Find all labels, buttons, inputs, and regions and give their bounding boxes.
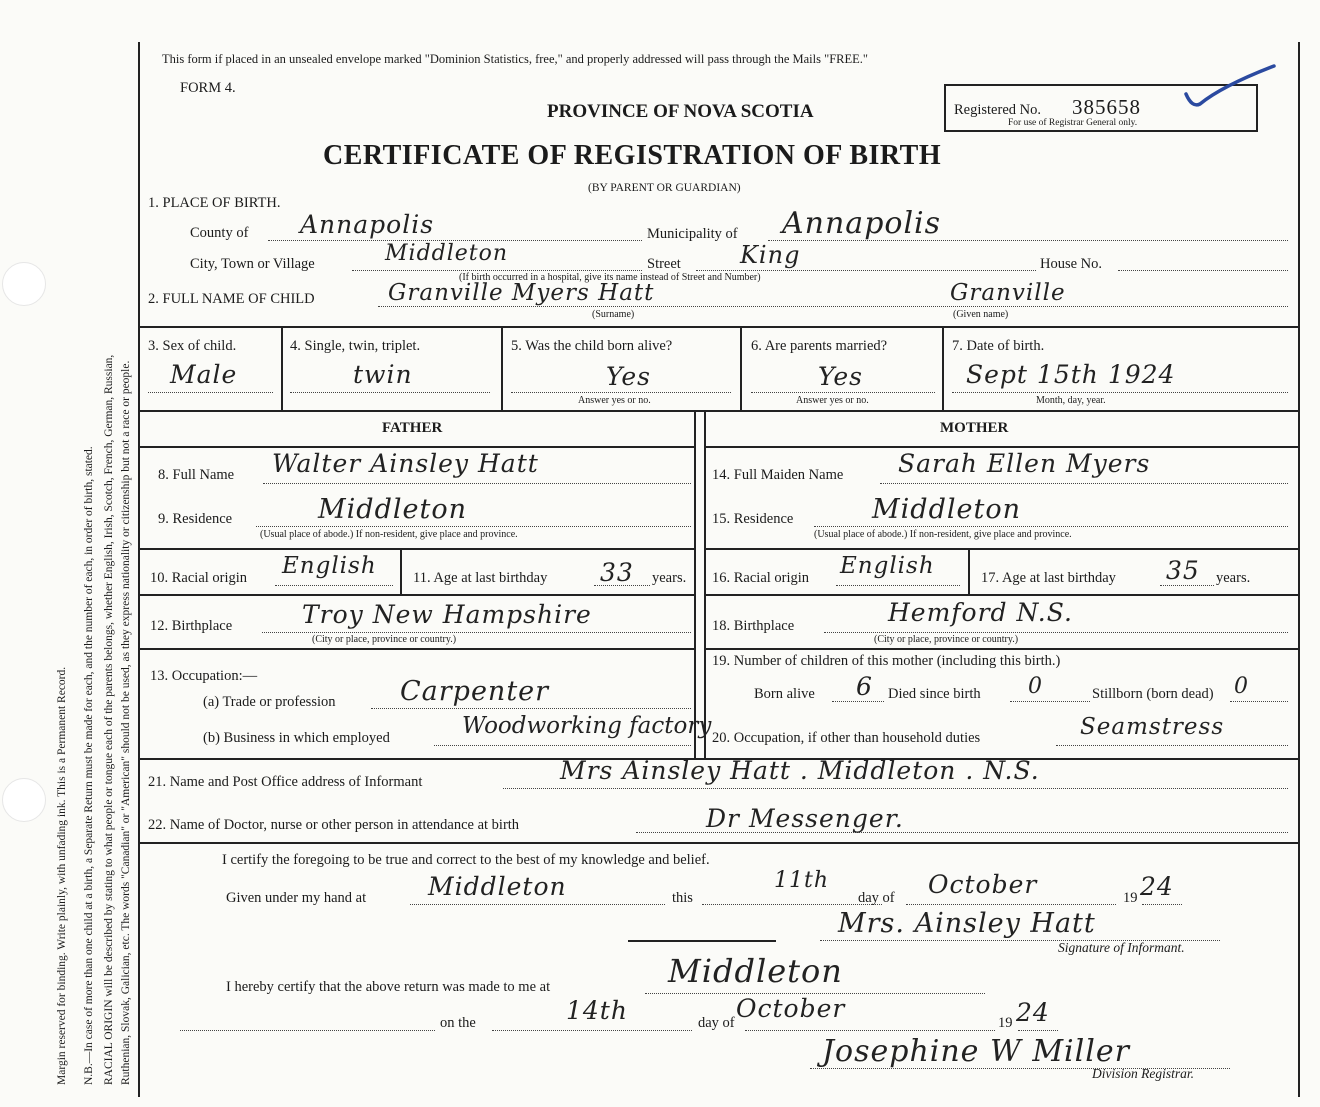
father-name-line bbox=[263, 483, 691, 484]
cert-mid-rule bbox=[628, 940, 776, 942]
cert1-year-prefix: 19 bbox=[1123, 890, 1138, 906]
informant-signature: Mrs. Ainsley Hatt bbox=[838, 908, 1096, 939]
frame-right bbox=[1298, 42, 1300, 1097]
father-business-line bbox=[434, 745, 691, 746]
child-surname-value: Granville Myers Hatt bbox=[388, 280, 655, 306]
informant-signature-caption: Signature of Informant. bbox=[1058, 940, 1185, 955]
cert2-year-prefix: 19 bbox=[998, 1015, 1013, 1031]
given-caption: (Given name) bbox=[953, 309, 1009, 320]
father-trade-line bbox=[371, 708, 691, 709]
mother-name-value: Sarah Ellen Myers bbox=[898, 449, 1151, 478]
page-subtitle: (BY PARENT OR GUARDIAN) bbox=[588, 182, 741, 194]
mother-birthplace-label: 18. Birthplace bbox=[712, 618, 795, 634]
municipality-value: Annapolis bbox=[782, 206, 942, 241]
doctor-label: 22. Name of Doctor, nurse or other person in attendance at birth bbox=[148, 817, 520, 833]
check-mark-icon bbox=[1182, 64, 1282, 114]
house-label: House No. bbox=[1040, 256, 1103, 272]
father-birthplace-caption: (City or place, province or country.) bbox=[312, 634, 457, 645]
single-value: twin bbox=[353, 360, 413, 389]
child-given-value: Granville bbox=[950, 280, 1066, 306]
mail-notice: This form if placed in an unsealed envelope marked "Dominion Statistics, free," and properly addressed will pass through the Mails "FREE." bbox=[162, 52, 869, 66]
died-line bbox=[1010, 701, 1090, 702]
cert1-place-line bbox=[410, 904, 665, 905]
died-label: Died since birth bbox=[888, 686, 981, 702]
cert2-place-value: Middleton bbox=[668, 952, 843, 990]
binding-hole bbox=[2, 262, 46, 306]
cert1-this: this bbox=[672, 890, 693, 906]
frame-left bbox=[138, 42, 140, 1097]
father-birthplace-line bbox=[262, 632, 691, 633]
alive-caption: Answer yes or no. bbox=[578, 395, 651, 406]
father-trade-value: Carpenter bbox=[400, 676, 550, 707]
father-age-value: 33 bbox=[600, 558, 634, 587]
county-label: County of bbox=[190, 225, 249, 241]
county-value: Annapolis bbox=[300, 210, 435, 239]
father-trade-label: (a) Trade or profession bbox=[203, 694, 336, 710]
cert1-day-of: day of bbox=[858, 890, 895, 906]
municipality-label: Municipality of bbox=[647, 226, 738, 242]
father-residence-line bbox=[256, 526, 691, 527]
row3-top-rule bbox=[140, 326, 1298, 328]
date-caption: Month, day, year. bbox=[1036, 395, 1106, 406]
child-name-label: 2. FULL NAME OF CHILD bbox=[148, 291, 315, 307]
date-value: Sept 15th 1924 bbox=[966, 360, 1176, 389]
mother-age-years: years. bbox=[1216, 570, 1251, 586]
married-line bbox=[751, 392, 935, 393]
surname-caption: (Surname) bbox=[592, 309, 635, 320]
parents-divider-b bbox=[704, 412, 706, 758]
street-value: King bbox=[740, 241, 801, 269]
cert1-day-line bbox=[702, 904, 882, 905]
street-line bbox=[696, 270, 1036, 271]
cert1-month-value: October bbox=[928, 870, 1038, 899]
father-race-label: 10. Racial origin bbox=[150, 570, 248, 586]
mother-residence-line bbox=[814, 526, 1288, 527]
parents-divider-a bbox=[694, 412, 696, 758]
father-birthplace-label: 12. Birthplace bbox=[150, 618, 233, 634]
margin-note-1: Margin reserved for binding. Write plainly, with unfading ink. This is a Permanent Record. bbox=[56, 666, 68, 1085]
sex-line bbox=[148, 392, 273, 393]
married-caption: Answer yes or no. bbox=[796, 395, 869, 406]
mother-row-rule-3 bbox=[704, 648, 1298, 650]
father-occupation-label: 13. Occupation:— bbox=[150, 668, 258, 684]
margin-note-2: N.B.—In case of more than one child at a birth, a Separate Return must be made for each, and the number of each, in order of birth, stated. bbox=[83, 446, 95, 1085]
hospital-note: (If birth occurred in a hospital, give its name instead of Street and Number) bbox=[459, 272, 761, 283]
cert1-year-line bbox=[1142, 904, 1182, 905]
cert1-given-label: Given under my hand at bbox=[226, 890, 367, 906]
mother-age-value: 35 bbox=[1166, 556, 1200, 585]
cert2-text: I hereby certify that the above return was made to me at bbox=[226, 979, 551, 995]
cert2-year-value: 24 bbox=[1016, 998, 1050, 1027]
father-age-label: 11. Age at last birthday bbox=[413, 570, 548, 586]
father-residence-caption: (Usual place of abode.) If non-resident, give place and province. bbox=[260, 529, 518, 540]
born-alive-line bbox=[832, 701, 884, 702]
father-row-rule-1 bbox=[140, 548, 696, 550]
father-name-label: 8. Full Name bbox=[158, 467, 235, 483]
page-title: CERTIFICATE OF REGISTRATION OF BIRTH bbox=[323, 140, 942, 171]
sex-value: Male bbox=[170, 360, 238, 389]
father-name-value: Walter Ainsley Hatt bbox=[272, 449, 539, 478]
registered-label: Registered No. bbox=[954, 102, 1041, 118]
cert2-on-the: on the bbox=[440, 1015, 476, 1031]
mother-row-rule-1 bbox=[704, 548, 1298, 550]
cert1-year-value: 24 bbox=[1140, 872, 1174, 901]
city-value: Middleton bbox=[385, 241, 509, 266]
row3-divider-1 bbox=[281, 328, 283, 410]
father-box-bottom bbox=[140, 446, 696, 448]
stillborn-label: Stillborn (born dead) bbox=[1092, 686, 1214, 702]
cert2-month-value: October bbox=[736, 994, 846, 1023]
registered-number: 385658 bbox=[1072, 95, 1141, 119]
informant-value: Mrs Ainsley Hatt . Middleton . N.S. bbox=[560, 756, 1040, 785]
cert1-month-line bbox=[906, 904, 1116, 905]
father-birthplace-value: Troy New Hampshire bbox=[302, 600, 592, 629]
row3-divider-2 bbox=[501, 328, 503, 410]
father-business-value: Woodworking factory bbox=[462, 713, 712, 739]
mother-age-line bbox=[1160, 585, 1214, 586]
mother-race-line bbox=[836, 585, 960, 586]
father-race-value: English bbox=[282, 553, 377, 579]
mother-race-value: English bbox=[840, 553, 935, 579]
mother-residence-value: Middleton bbox=[872, 494, 1021, 525]
binding-hole bbox=[2, 778, 46, 822]
place-heading: 1. PLACE OF BIRTH. bbox=[148, 195, 281, 211]
mother-occupation-value: Seamstress bbox=[1080, 714, 1225, 740]
cert2-day-of: day of bbox=[698, 1015, 735, 1031]
cert2-year-line bbox=[1018, 1030, 1058, 1031]
mother-children-label: 19. Number of children of this mother (including this birth.) bbox=[712, 653, 1061, 669]
stillborn-value: 0 bbox=[1234, 674, 1249, 699]
cert1-place-value: Middleton bbox=[428, 872, 567, 901]
mother-name-label: 14. Full Maiden Name bbox=[712, 467, 844, 483]
row3-divider-4 bbox=[942, 328, 944, 410]
born-alive-label: Born alive bbox=[754, 686, 815, 702]
single-line bbox=[290, 392, 490, 393]
margin-note-4: Ruthenian, Slovak, Galician, etc. The words "Canadian" or "American" should not be used, as they express nationality or citizenship but not a race or people. bbox=[120, 360, 132, 1085]
mother-heading: MOTHER bbox=[940, 420, 1009, 436]
father-residence-label: 9. Residence bbox=[158, 511, 233, 527]
street-label: Street bbox=[647, 256, 681, 272]
mother-residence-caption: (Usual place of abode.) If non-resident, give place and province. bbox=[814, 529, 1072, 540]
father-row-rule-3 bbox=[140, 648, 696, 650]
registered-note: For use of Registrar General only. bbox=[1008, 118, 1138, 128]
father-business-label: (b) Business in which employed bbox=[203, 730, 390, 746]
margin-note-3: RACIAL ORIGIN will be described by stating to what people or tongue each of the parents belongs, whether English, Irish, Scotch, French, German, Russian, bbox=[103, 354, 115, 1085]
registrar-caption: Division Registrar. bbox=[1092, 1066, 1195, 1081]
single-label: 4. Single, twin, triplet. bbox=[290, 338, 421, 354]
mother-birthplace-value: Hemford N.S. bbox=[888, 598, 1073, 627]
child-name-line bbox=[378, 306, 1288, 307]
died-value: 0 bbox=[1028, 674, 1043, 699]
mother-birthplace-line bbox=[824, 632, 1288, 633]
father-race-divider bbox=[400, 550, 402, 594]
mother-race-divider bbox=[968, 550, 970, 594]
mother-occupation-line bbox=[1056, 745, 1288, 746]
cert2-lead-line bbox=[180, 1030, 435, 1031]
alive-value: Yes bbox=[606, 362, 651, 391]
registrar-signature: Josephine W Miller bbox=[822, 1034, 1130, 1069]
province-heading: PROVINCE OF NOVA SCOTIA bbox=[547, 101, 814, 122]
date-label: 7. Date of birth. bbox=[952, 338, 1045, 354]
city-line bbox=[352, 270, 642, 271]
cert2-day-line bbox=[492, 1030, 692, 1031]
alive-label: 5. Was the child born alive? bbox=[511, 338, 673, 354]
mother-age-label: 17. Age at last birthday bbox=[981, 570, 1116, 586]
house-line bbox=[1118, 270, 1288, 271]
mother-birthplace-caption: (City or place, province or country.) bbox=[874, 634, 1019, 645]
cert1-day-value: 11th bbox=[774, 868, 830, 893]
cert2-month-line bbox=[745, 1030, 995, 1031]
date-line bbox=[952, 392, 1288, 393]
cert1-text: I certify the foregoing to be true and correct to the best of my knowledge and belief. bbox=[222, 852, 710, 868]
mother-residence-label: 15. Residence bbox=[712, 511, 794, 527]
alive-line bbox=[511, 392, 731, 393]
row3-divider-3 bbox=[740, 328, 742, 410]
doctor-value: Dr Messenger. bbox=[706, 804, 904, 833]
father-row-rule-2 bbox=[140, 594, 696, 596]
informant-label: 21. Name and Post Office address of Informant bbox=[148, 774, 423, 790]
cert-top-rule bbox=[140, 842, 1298, 844]
mother-occupation-label: 20. Occupation, if other than household duties bbox=[712, 730, 981, 746]
born-alive-value: 6 bbox=[856, 672, 873, 701]
mother-row-rule-2 bbox=[704, 594, 1298, 596]
stillborn-line bbox=[1230, 701, 1288, 702]
parents-top-rule bbox=[140, 410, 1298, 412]
married-value: Yes bbox=[818, 362, 863, 391]
form-number: FORM 4. bbox=[180, 80, 236, 96]
father-residence-value: Middleton bbox=[318, 494, 467, 525]
sex-label: 3. Sex of child. bbox=[148, 338, 237, 354]
father-race-line bbox=[275, 585, 393, 586]
mother-race-label: 16. Racial origin bbox=[712, 570, 810, 586]
mother-name-line bbox=[880, 483, 1288, 484]
informant-line bbox=[503, 788, 1288, 789]
cert2-day-value: 14th bbox=[566, 996, 628, 1025]
father-heading: FATHER bbox=[382, 420, 443, 436]
city-label: City, Town or Village bbox=[190, 256, 315, 272]
married-label: 6. Are parents married? bbox=[751, 338, 888, 354]
mother-box-bottom bbox=[704, 446, 1298, 448]
father-age-years: years. bbox=[652, 570, 687, 586]
